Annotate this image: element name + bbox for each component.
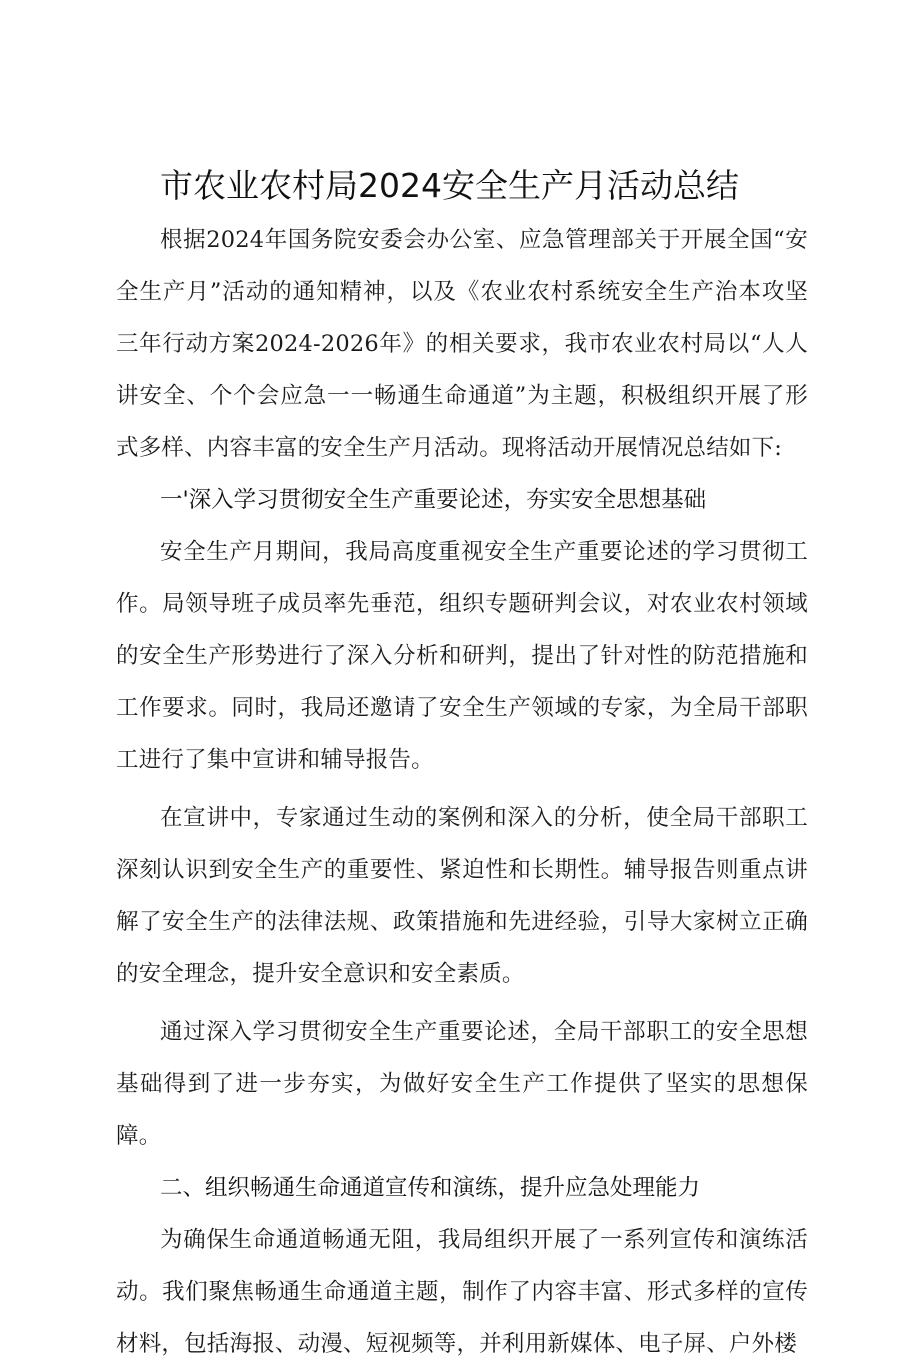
section-2-paragraph-1: 为确保生命通道畅通无阻，我局组织开展了一系列宣传和演练活动。我们聚焦畅通生命通道主题，制作了内容丰富、形式多样的宣传材料，包括海报、动漫、短视频等，并利用新媒体、电子屏、户外楼	[116, 1227, 808, 1357]
document-body	[116, 214, 808, 1370]
section-1-paragraph-2: 在宣讲中，专家通过生动的案例和深入的分析，使全局干部职工深刻认识到安全生产的重要性、紧迫性和长期性。辅导报告则重点讲解了安全生产的法律法规、政策措施和先进经验，引导大家树立正确的安全理念，提升安全意识和安全素质。	[116, 805, 808, 987]
section-1-paragraph-3: 通过深入学习贯彻安全生产重要论述，全局干部职工的安全思想基础得到了进一步夯实，为做好安全生产工作提供了坚实的思想保障。	[116, 1019, 808, 1149]
section-heading-2: 二、组织畅通生命通道宣传和演练，提升应急处理能力	[160, 1175, 701, 1201]
document-title: 市农业农村局2024安全生产月活动总结	[160, 166, 739, 205]
section-heading-1: 一'深入学习贯彻安全生产重要论述，夯实安全思想基础	[160, 487, 707, 513]
intro-paragraph: 根据2024年国务院安委会办公室、应急管理部关于开展全国“安全生产月”活动的通知精神，以及《农业农村系统安全生产治本攻坚三年行动方案2024-2026年》的相关要求，我市农业农村局以“人人讲安全、个个会应急一一畅通生命通道”为主题，积极组织开展了形式多样、内容丰富的安全生产月活动。现将活动开展情况总结如下:	[116, 227, 808, 461]
section-1-paragraph-1: 安全生产月期间，我局高度重视安全生产重要论述的学习贯彻工作。局领导班子成员率先垂范，组织专题研判会议，对农业农村领域的安全生产形势进行了深入分析和研判，提出了针对性的防范措施和工作要求。同时，我局还邀请了安全生产领域的专家，为全局干部职工进行了集中宣讲和辅导报告。	[116, 539, 808, 773]
